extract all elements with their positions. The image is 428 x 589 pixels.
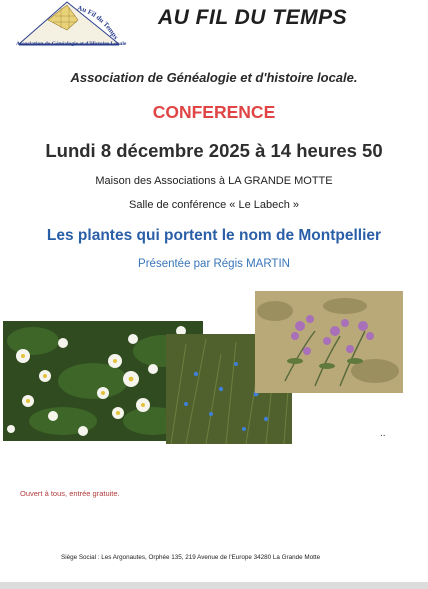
event-datetime: Lundi 8 décembre 2025 à 14 heures 50 — [45, 140, 383, 161]
stray-marks: .. — [380, 428, 386, 439]
page-title: AU FIL DU TEMPS — [158, 6, 348, 29]
logo-arc-text: Au Fil du Temps — [76, 4, 120, 41]
logo-subtitle: Association de Généalogie et d'Histoire Locale — [16, 41, 127, 47]
admission-note: Ouvert à tous, entrée gratuite. — [20, 489, 120, 498]
event-type-heading: CONFERENCE — [152, 102, 276, 122]
event-venue: Maison des Associations à LA GRANDE MOTTE — [95, 175, 333, 187]
scan-edge — [0, 582, 428, 589]
presenter-line: Présentée par Régis MARTIN — [138, 258, 290, 270]
purple-flowers-photo — [255, 291, 403, 393]
association-line: Association de Généalogie et d'histoire locale. — [70, 70, 358, 85]
event-room: Salle de conférence « Le Labech » — [128, 199, 300, 211]
footer-address: Siège Social : Les Argonautes, Orphée 135, 219 Avenue de l'Europe 34280 La Grande Motte — [61, 554, 321, 561]
conference-topic: Les plantes qui portent le nom de Montpellier — [46, 227, 382, 244]
